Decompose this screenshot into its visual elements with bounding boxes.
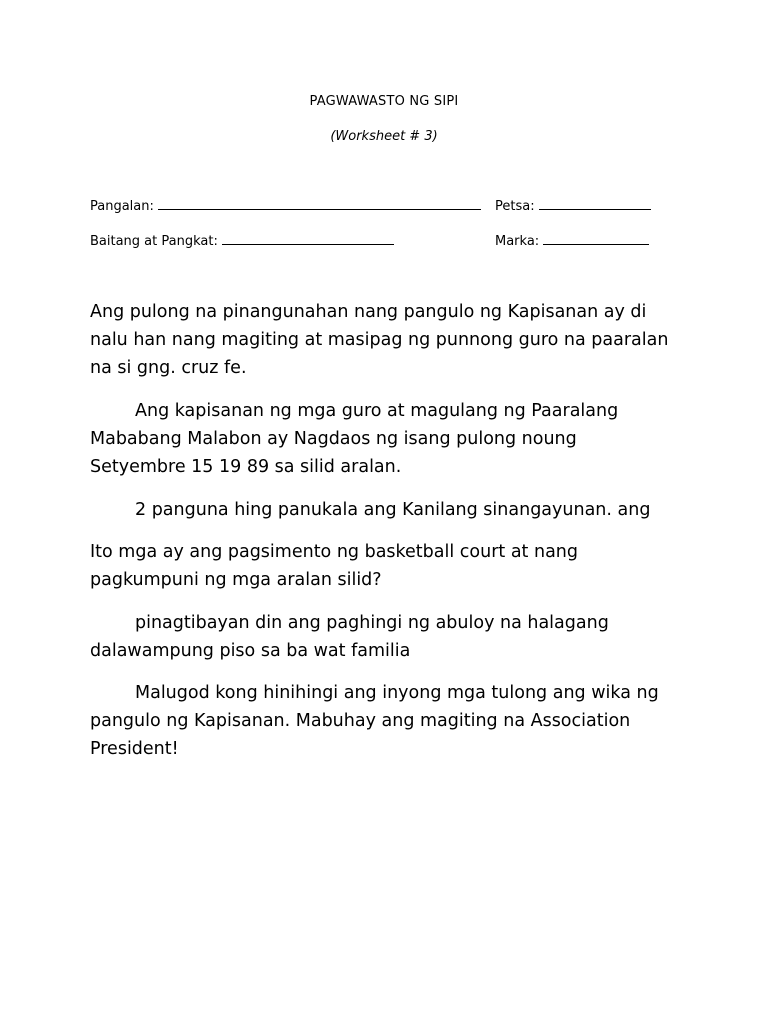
- paragraph-2: [90, 397, 690, 481]
- worksheet-title: PAGWAWASTO NG SIPI: [309, 94, 459, 109]
- score-field: [495, 232, 649, 249]
- paragraph-line: President!: [90, 739, 179, 759]
- score-blank[interactable]: [543, 232, 649, 245]
- paragraph-5: [90, 609, 690, 665]
- date-label: Petsa:: [495, 199, 535, 214]
- paragraph-line: 2 panguna hing panukala ang Kanilang sinangayunan. ang: [135, 500, 651, 520]
- paragraph-line: na si gng. cruz fe.: [90, 358, 247, 378]
- grade-section-field: [90, 232, 394, 249]
- paragraph-4: [90, 538, 690, 594]
- worksheet-subtitle: (Worksheet # 3): [330, 129, 438, 144]
- grade-section-label: Baitang at Pangkat:: [90, 234, 218, 249]
- paragraph-line: nalu han nang magiting at masipag ng punnong guro na paaralan: [90, 330, 669, 350]
- grade-section-blank[interactable]: [222, 232, 394, 245]
- paragraph-line: Malugod kong hinihingi ang inyong mga tulong ang wika ng: [135, 683, 659, 703]
- paragraph-line: Ang kapisanan ng mga guro at magulang ng Paaralang: [135, 401, 619, 421]
- paragraph-line: pangulo ng Kapisanan. Mabuhay ang magiting na Association: [90, 711, 631, 731]
- paragraph-line: Ang pulong na pinangunahan nang pangulo ng Kapisanan ay di: [90, 302, 647, 322]
- paragraph-1: [90, 298, 690, 382]
- paragraph-line: Ito mga ay ang pagsimento ng basketball court at nang: [90, 542, 578, 562]
- paragraph-line: Setyembre 15 19 89 sa silid aralan.: [90, 457, 402, 477]
- paragraph-line: Mababang Malabon ay Nagdaos ng isang pulong noung: [90, 429, 577, 449]
- name-label: Pangalan:: [90, 199, 154, 214]
- paragraph-3: [90, 496, 690, 524]
- paragraph-line: dalawampung piso sa ba wat familia: [90, 641, 411, 661]
- date-blank[interactable]: [539, 197, 651, 210]
- score-label: Marka:: [495, 234, 540, 249]
- date-field: [495, 197, 651, 214]
- name-field: [90, 197, 481, 214]
- paragraph-line: pinagtibayan din ang paghingi ng abuloy na halagang: [135, 613, 609, 633]
- name-blank[interactable]: [158, 197, 481, 210]
- paragraph-6: [90, 679, 690, 763]
- paragraph-line: pagkumpuni ng mga aralan silid?: [90, 570, 382, 590]
